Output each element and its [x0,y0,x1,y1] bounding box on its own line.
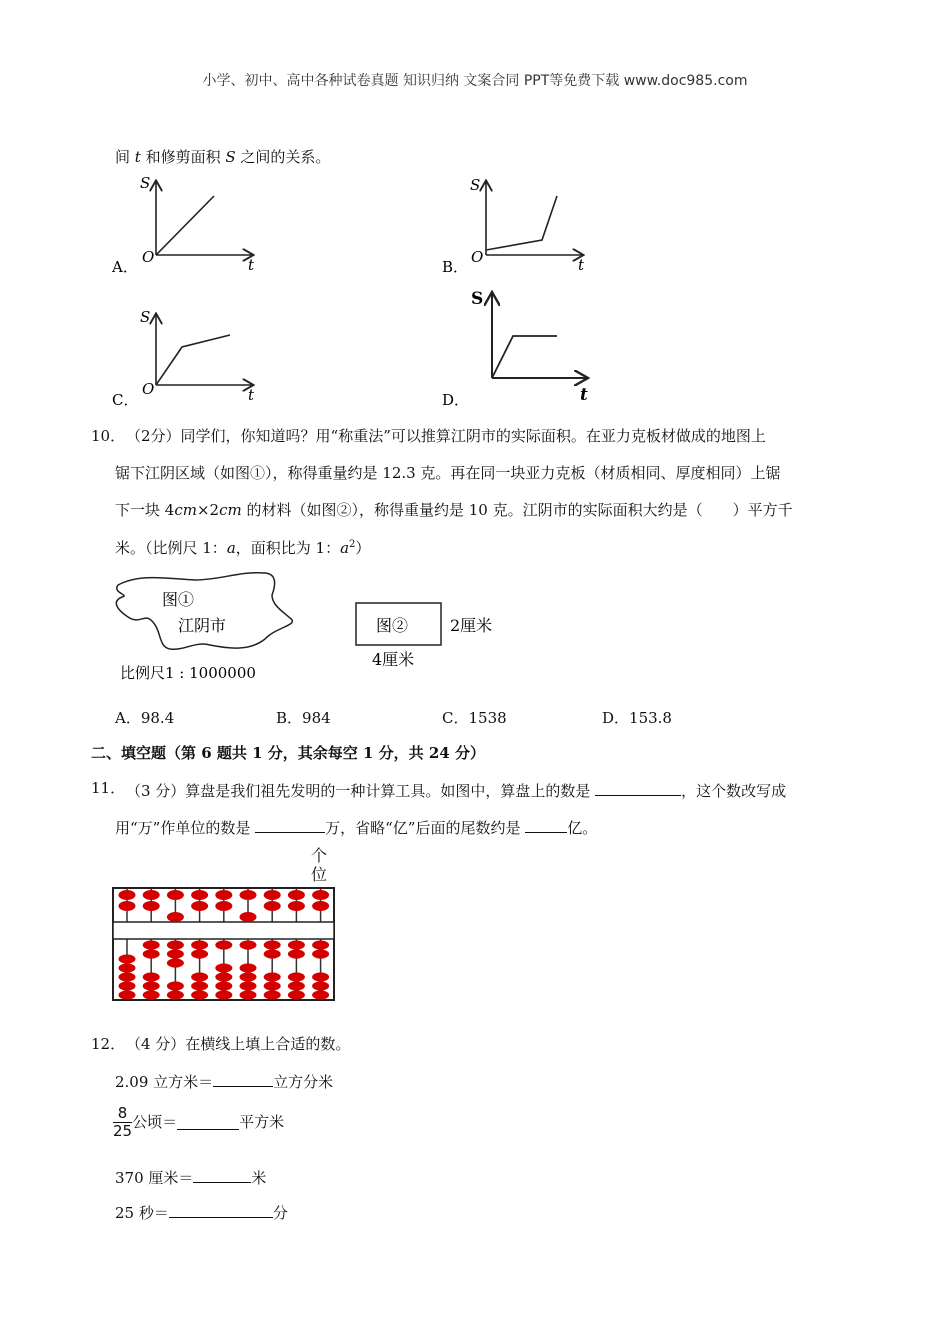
page-header: 小学、初中、高中各种试卷真题 知识归纳 文案合同 PPT等免费下载 www.doc985.com [202,73,748,89]
graph-a [111,174,255,276]
q9-stem-tail: 间 t 和修剪面积 S 之间的关系。 [115,148,331,166]
abacus-bead [264,949,281,958]
abacus-bead [312,981,329,990]
abacus-bead [143,890,160,900]
abacus-bead [312,972,329,981]
graph-a-t: t [248,256,255,274]
abacus-bead [215,990,232,999]
q10-choice-d: D．153.8 [602,709,672,727]
q12-intro: （4 分）在横线上填上合适的数。 [126,1035,351,1053]
q11-blank-2[interactable] [255,818,325,833]
abacus-bead [119,990,136,999]
abacus-bead [167,949,184,958]
abacus-bead [143,972,160,981]
abacus-bead [191,990,208,999]
q12-blank-4[interactable] [169,1203,273,1218]
abacus-bead [288,901,305,911]
abacus-bead [167,990,184,999]
graph-b [442,176,585,276]
graph-b-t: t [578,256,585,274]
q10-line1: （2分）同学们，你知道吗？用“称重法”可以推算江阴市的实际面积。在亚力克板材做成的地图上 [126,427,766,445]
q12-blank-3[interactable] [193,1168,251,1183]
q12-number: 12． [91,1035,126,1053]
abacus-bead [264,890,281,900]
abacus-bead [191,949,208,958]
q10-figures [100,565,520,690]
fig2-label: 图② [376,616,409,635]
abacus-bead [264,990,281,999]
graph-d [442,289,588,409]
abacus [110,885,340,1005]
graph-c-s: S [140,308,151,326]
q10-choice-b: B．984 [276,709,331,727]
abacus-bead [119,981,136,990]
q9-option-graphs [110,170,610,415]
q12-blank-2[interactable] [177,1115,239,1130]
abacus-bead [240,981,257,990]
q11-line2: 用“万”作单位的数是 万，省略“亿”后面的尾数约是 亿。 [115,819,598,837]
fig1-label: 图① [162,590,195,609]
abacus-bead [119,901,136,911]
graph-d-t: t [580,385,588,405]
abacus-bead [143,990,160,999]
fig2-width: 4厘米 [372,650,415,669]
q10-choice-a: A．98.4 [115,709,175,727]
abacus-bead [215,940,232,949]
abacus-ones-label: 个 位 [311,846,328,884]
abacus-bead [240,912,257,922]
abacus-bead [215,963,232,972]
graph-b-s: S [470,176,481,194]
abacus-bead [288,981,305,990]
abacus-bead [312,901,329,911]
abacus-bead [143,949,160,958]
abacus-bead [288,949,305,958]
abacus-bead [312,890,329,900]
abacus-bead [119,972,136,981]
graph-d-s: S [471,289,484,309]
graph-a-o: O [142,248,155,266]
q12-row3: 370 厘米＝ 米 [115,1169,267,1187]
graph-c-o: O [142,380,155,398]
abacus-bead [288,972,305,981]
abacus-bead [240,940,257,949]
abacus-bead [312,949,329,958]
abacus-bead [215,972,232,981]
section-2-title: 二、填空题（第 6 题共 1 分，其余每空 1 分，共 24 分） [91,744,485,762]
q11-line1: （3 分）算盘是我们祖先发明的一种计算工具。如图中，算盘上的数是 ，这个数改写成 [126,782,787,800]
abacus-bead [288,990,305,999]
fig2-height: 2厘米 [450,616,493,635]
abacus-bead [240,890,257,900]
abacus-bead [312,940,329,949]
abacus-bead [215,901,232,911]
abacus-bead [191,972,208,981]
option-c-label: C． [112,391,139,409]
q11-blank-1[interactable] [595,781,681,796]
abacus-bead [288,890,305,900]
abacus-bead [264,972,281,981]
abacus-bead [215,981,232,990]
abacus-bead [240,972,257,981]
abacus-bead [312,990,329,999]
abacus-bead [119,963,136,972]
q10-line4: 米。（比例尺 1：a，面积比为 1：$a^2$） [115,539,371,557]
q10-line2: 锯下江阴区域（如图①），称得重量约是 12.3 克。再在同一块亚力克板（材质相同、厚度相同）上锯 [115,464,781,482]
abacus-bead [191,890,208,900]
abacus-bead [240,990,257,999]
abacus-bead [119,890,136,900]
q10-line3: 下一块 4cm×2cm 的材料（如图②），称得重量约是 10 克。江阴市的实际面积大约是（ ）平方千 [115,501,793,519]
q12-row4: 25 秒＝ 分 [115,1204,288,1222]
abacus-bead [143,940,160,949]
jiangyin-map-outline [116,573,292,650]
q11-number: 11． [91,779,126,797]
abacus-bead [264,981,281,990]
fig1-scale: 比例尺1 : 1000000 [120,664,256,682]
option-b-label: B． [442,258,469,276]
q10-choice-c: C．1538 [442,709,507,727]
abacus-bead [143,901,160,911]
option-a-label: A． [112,258,138,276]
graph-a-s: S [140,174,151,192]
abacus-bead [167,958,184,967]
abacus-bead [167,890,184,900]
graph-b-o: O [471,248,484,266]
graph-c-t: t [248,386,255,404]
abacus-bead [191,901,208,911]
q12-row1: 2.09 立方米＝ 立方分米 [115,1073,334,1091]
abacus-bead [240,963,257,972]
abacus-bead [191,940,208,949]
abacus-bead [191,981,208,990]
fig1-city: 江阴市 [178,616,227,635]
graph-c [112,308,255,409]
abacus-bead [167,912,184,922]
abacus-bead [215,890,232,900]
q12-blank-1[interactable] [213,1072,273,1087]
fraction-8-25: $\frac{8}{25}$ [113,1104,133,1140]
option-d-label: D． [442,391,470,409]
q11-blank-3[interactable] [525,818,567,833]
abacus-bead [264,901,281,911]
q10-number: 10． [91,427,126,445]
abacus-bead [143,981,160,990]
abacus-bead [119,954,136,963]
abacus-bead [288,940,305,949]
q12-row2: $\frac{8}{25}$ 公顷＝ 平方米 [113,1104,285,1140]
abacus-bead [264,940,281,949]
abacus-bead [167,940,184,949]
abacus-beam [113,922,334,939]
abacus-bead [167,981,184,990]
